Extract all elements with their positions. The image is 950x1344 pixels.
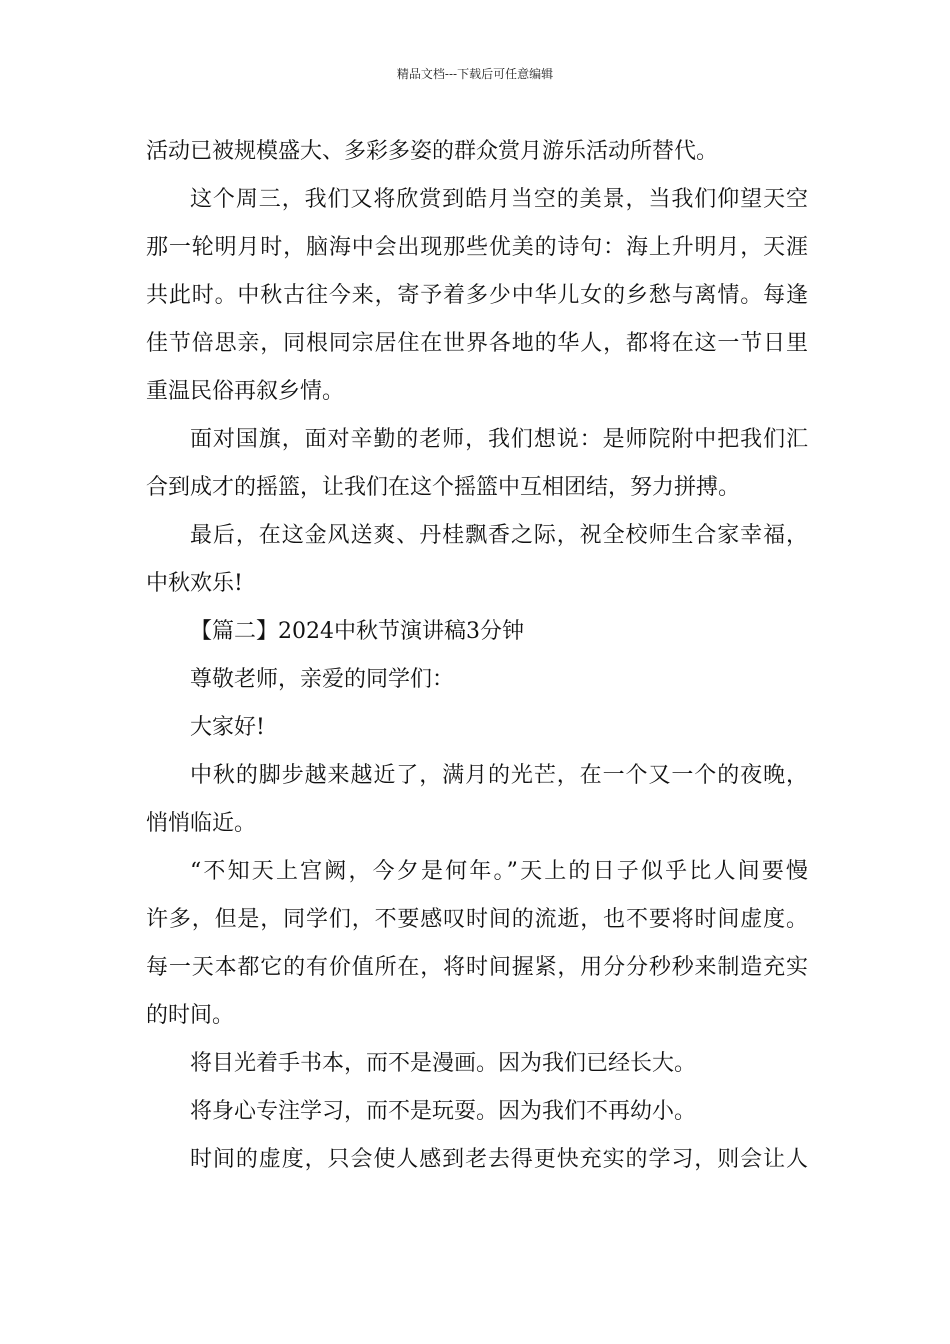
- text-line: 悄悄临近。: [146, 811, 257, 836]
- text-line: 将身心专注学习，而不是玩耍。因为我们不再幼小。: [190, 1099, 697, 1124]
- text-line: 重温民俗再叙乡情。: [146, 379, 345, 404]
- text-line: 合到成才的摇篮，让我们在这个摇篮中互相团结，努力拼搏。: [146, 475, 741, 500]
- salutation: 尊敬老师，亲爱的同学们：: [190, 667, 455, 692]
- text-line: 这个周三，我们又将欣赏到皓月当空的美景，当我们仰望天空: [190, 187, 808, 212]
- page-header: 精品文档---下载后可任意编辑: [396, 67, 554, 81]
- text-line: 活动已被规模盛大、多彩多姿的群众赏月游乐活动所替代。: [146, 139, 719, 164]
- greeting: 大家好!: [190, 715, 265, 740]
- text-line: 佳节倍思亲，同根同宗居住在世界各地的华人，都将在这一节日里: [146, 331, 808, 356]
- section-heading: 【篇二】2024中秋节演讲稿3分钟: [190, 619, 524, 644]
- text-line: 时间的虚度，只会使人感到老去得更快充实的学习，则会让人: [190, 1147, 808, 1172]
- text-line: 最后，在这金风送爽、丹桂飘香之际，祝全校师生合家幸福，: [190, 523, 808, 548]
- text-line: 将目光着手书本，而不是漫画。因为我们已经长大。: [190, 1051, 697, 1076]
- text-line: 面对国旗，面对辛勤的老师，我们想说：是师院附中把我们汇: [190, 427, 808, 452]
- text-line: 每一天本都它的有价值所在，将时间握紧，用分分秒秒来制造充实: [146, 955, 808, 980]
- text-line: 共此时。中秋古往今来，寄予着多少中华儿女的乡愁与离情。每逢: [146, 283, 808, 308]
- text-line: 许多，但是，同学们，不要感叹时间的流逝，也不要将时间虚度。: [146, 907, 808, 932]
- text-line: “不知天上宫阙，今夕是何年。”天上的日子似乎比人间要慢: [190, 859, 808, 884]
- document-body: [146, 128, 808, 1184]
- text-line: 中秋的脚步越来越近了，满月的光芒，在一个又一个的夜晚，: [190, 763, 808, 788]
- text-line: 中秋欢乐!: [146, 571, 243, 596]
- text-line: 的时间。: [146, 1003, 235, 1028]
- text-line: 那一轮明月时，脑海中会出现那些优美的诗句：海上升明月，天涯: [146, 235, 808, 260]
